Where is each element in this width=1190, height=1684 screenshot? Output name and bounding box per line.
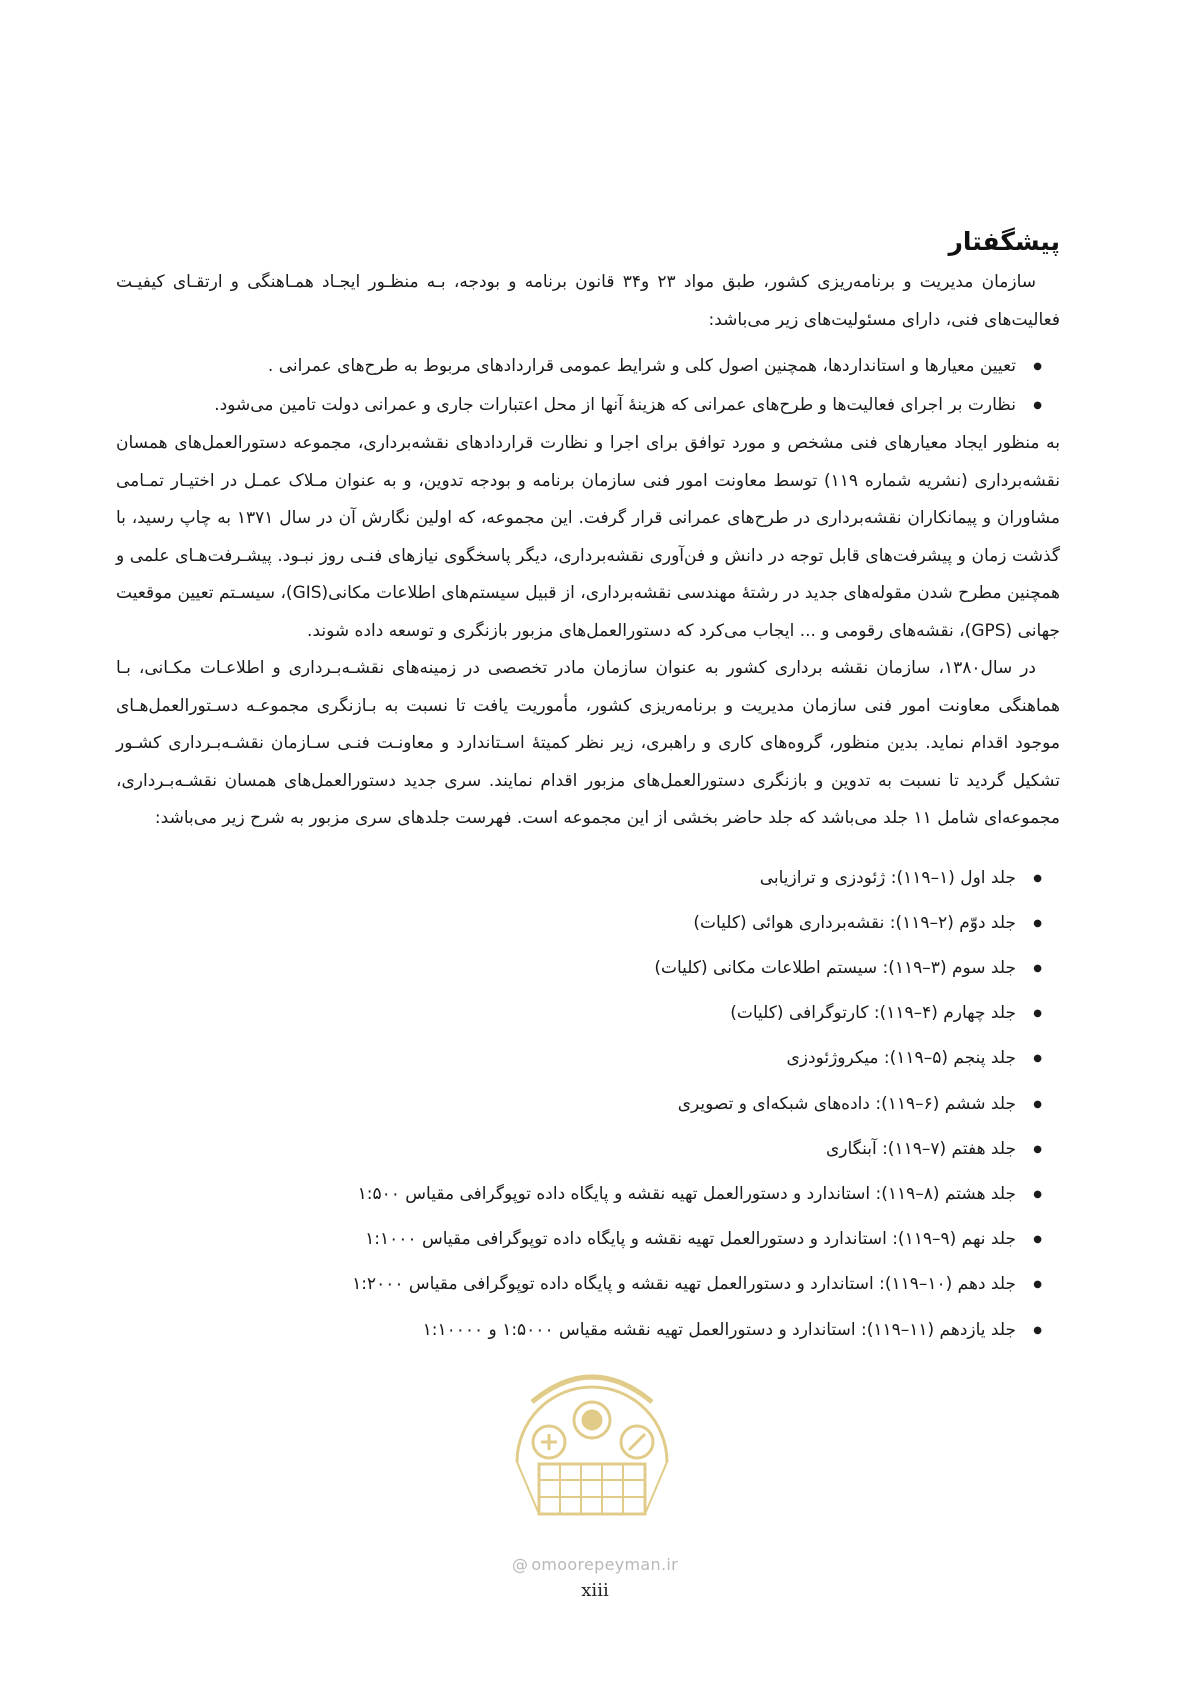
list-item: ● تعیین معیارها و استانداردها، همچنین اصول کلی و شرایط عمومی قراردادهای مربوط به طرح‌های عمرانی . (116, 347, 1060, 386)
list-item: ● جلد دهم (۱۰–۱۱۹): استاندارد و دستورالعمل تهیه نقشه و پایگاه داده توپوگرافی مقیاس ۱:۲۰۰۰ (116, 1262, 1060, 1307)
list-item: ● جلد پنجم (۵–۱۱۹): میکروژئودزی (116, 1036, 1060, 1081)
intro-paragraph: سازمان مدیریت و برنامه‌ریزی کشور، طبق مواد ۲۳ و۳۴ قانون برنامه و بودجه، بـه منظـور ایجـاد همـاهنگی و ارتقـای کیفیـت فعالیت‌های فنی، دارای مسئولیت‌های زیر می‌باشد: (116, 272, 1060, 330)
body-paragraph: به منظور ایجاد معیارهای فنی مشخص و مورد توافق برای اجرا و نظارت قراردادهای نقشه‌برداری، مجموعه دستورالعمل‌های همسان نقشه‌برداری (نشریه شماره ۱۱۹) توسط معاونت امور فنی سازمان برنامه و بودجه تدوین، و به عنوان مـلاک عمـل در اختیـار تمـامی مشاوران و پیمانکاران نقشه‌برداری در طرح‌های عمرانی قرار گرفت. این مجموعه، که اولین نگارش آن در سال ۱۳۷۱ به چاپ رسید، با گذشت زمان و پیشرفت‌های قابل توجه در دانش و فن‌آوری نقشه‌برداری، دیگر پاسخگوی نیازهای فنـی روز نبـود. پیشـرفت‌هـای علمی و همچنین مطرح شدن مقوله‌های جدید در رشتهٔ مهندسی نقشه‌برداری، از قبیل سیستم‌های اطلاعات مکانی(GIS)، سیسـتم تعیین موقعیت جهانی (GPS)، نقشه‌های رقومی و ... ایجاب می‌کرد که دستورالعمل‌های مزبور بازنگری و توسعه داده شوند. (116, 433, 1060, 641)
watermark-site-text: omoorepeyman.ir (531, 1555, 678, 1574)
list-item: ● جلد دوّم (۲–۱۱۹): نقشه‌برداری هوائی (کلیات) (116, 901, 1060, 946)
list-item: ● جلد نهم (۹–۱۱۹): استاندارد و دستورالعمل تهیه نقشه و پایگاه داده توپوگرافی مقیاس ۱:۱۰۰۰ (116, 1217, 1060, 1262)
volumes-list (116, 856, 1060, 1353)
list-item: ● جلد هشتم (۸–۱۱۹): استاندارد و دستورالعمل تهیه نقشه و پایگاه داده توپوگرافی مقیاس ۱:۵۰۰ (116, 1172, 1060, 1217)
page-number: xiii (581, 1580, 609, 1601)
document-body (116, 222, 1060, 1353)
watermark-logo-icon (487, 1342, 697, 1532)
list-item: ● جلد چهارم (۴–۱۱۹): کارتوگرافی (کلیات) (116, 991, 1060, 1036)
body-paragraph: در سال۱۳۸۰، سازمان نقشه برداری کشور به عنوان سازمان مادر تخصصی در زمینه‌های نقشـه‌بـرداری و اطلاعـات مکـانی، بـا هماهنگی معاونت امور فنی سازمان مدیریت و برنامه‌ریزی کشور، مأموریت یافت تا نسبت به بـازنگری مجموعـه دسـتورالعمل‌هـای موجود اقدام نماید. بدین منظور، گروه‌های کاری و راهبری، زیر نظر کمیتهٔ اسـتاندارد و معاونـت فنـی سـازمان نقشـه‌بـرداری کشـور تشکیل گردید تا نسبت به تدوین و بازنگری دستورالعمل‌های مزبور اقدام نمایند. سری جدید دستورالعمل‌های همسان نقشـه‌بـرداری، مجموعه‌ای شامل ۱۱ جلد می‌باشد که جلد حاضر بخشی از این مجموعه است. فهرست جلدهای سری مزبور به شرح زیر می‌باشد: (116, 658, 1060, 828)
list-item: ● جلد ششم (۶–۱۱۹): داده‌های شبکه‌ای و تصویری (116, 1082, 1060, 1127)
duties-list (116, 347, 1060, 425)
list-item: ● جلد هفتم (۷–۱۱۹): آبنگاری (116, 1127, 1060, 1172)
list-item: ● جلد یازدهم (۱۱–۱۱۹): استاندارد و دستورالعمل تهیه نقشه مقیاس ۱:۵۰۰۰ و ۱:۱۰۰۰۰ (116, 1308, 1060, 1353)
watermark-site (0, 1555, 1190, 1574)
list-item: ● جلد سوم (۳–۱۱۹): سیستم اطلاعات مکانی (کلیات) (116, 946, 1060, 991)
page-title: پیشگفتار (948, 227, 1060, 256)
instagram-icon: @ (512, 1555, 529, 1574)
list-item: ● جلد اول (۱–۱۱۹): ژئودزی و ترازیابی (116, 856, 1060, 901)
list-item: ● نظارت بر اجرای فعالیت‌ها و طرح‌های عمرانی که هزینهٔ آنها از محل اعتبارات جاری و عمرانی دولت تامین می‌شود. (116, 386, 1060, 425)
